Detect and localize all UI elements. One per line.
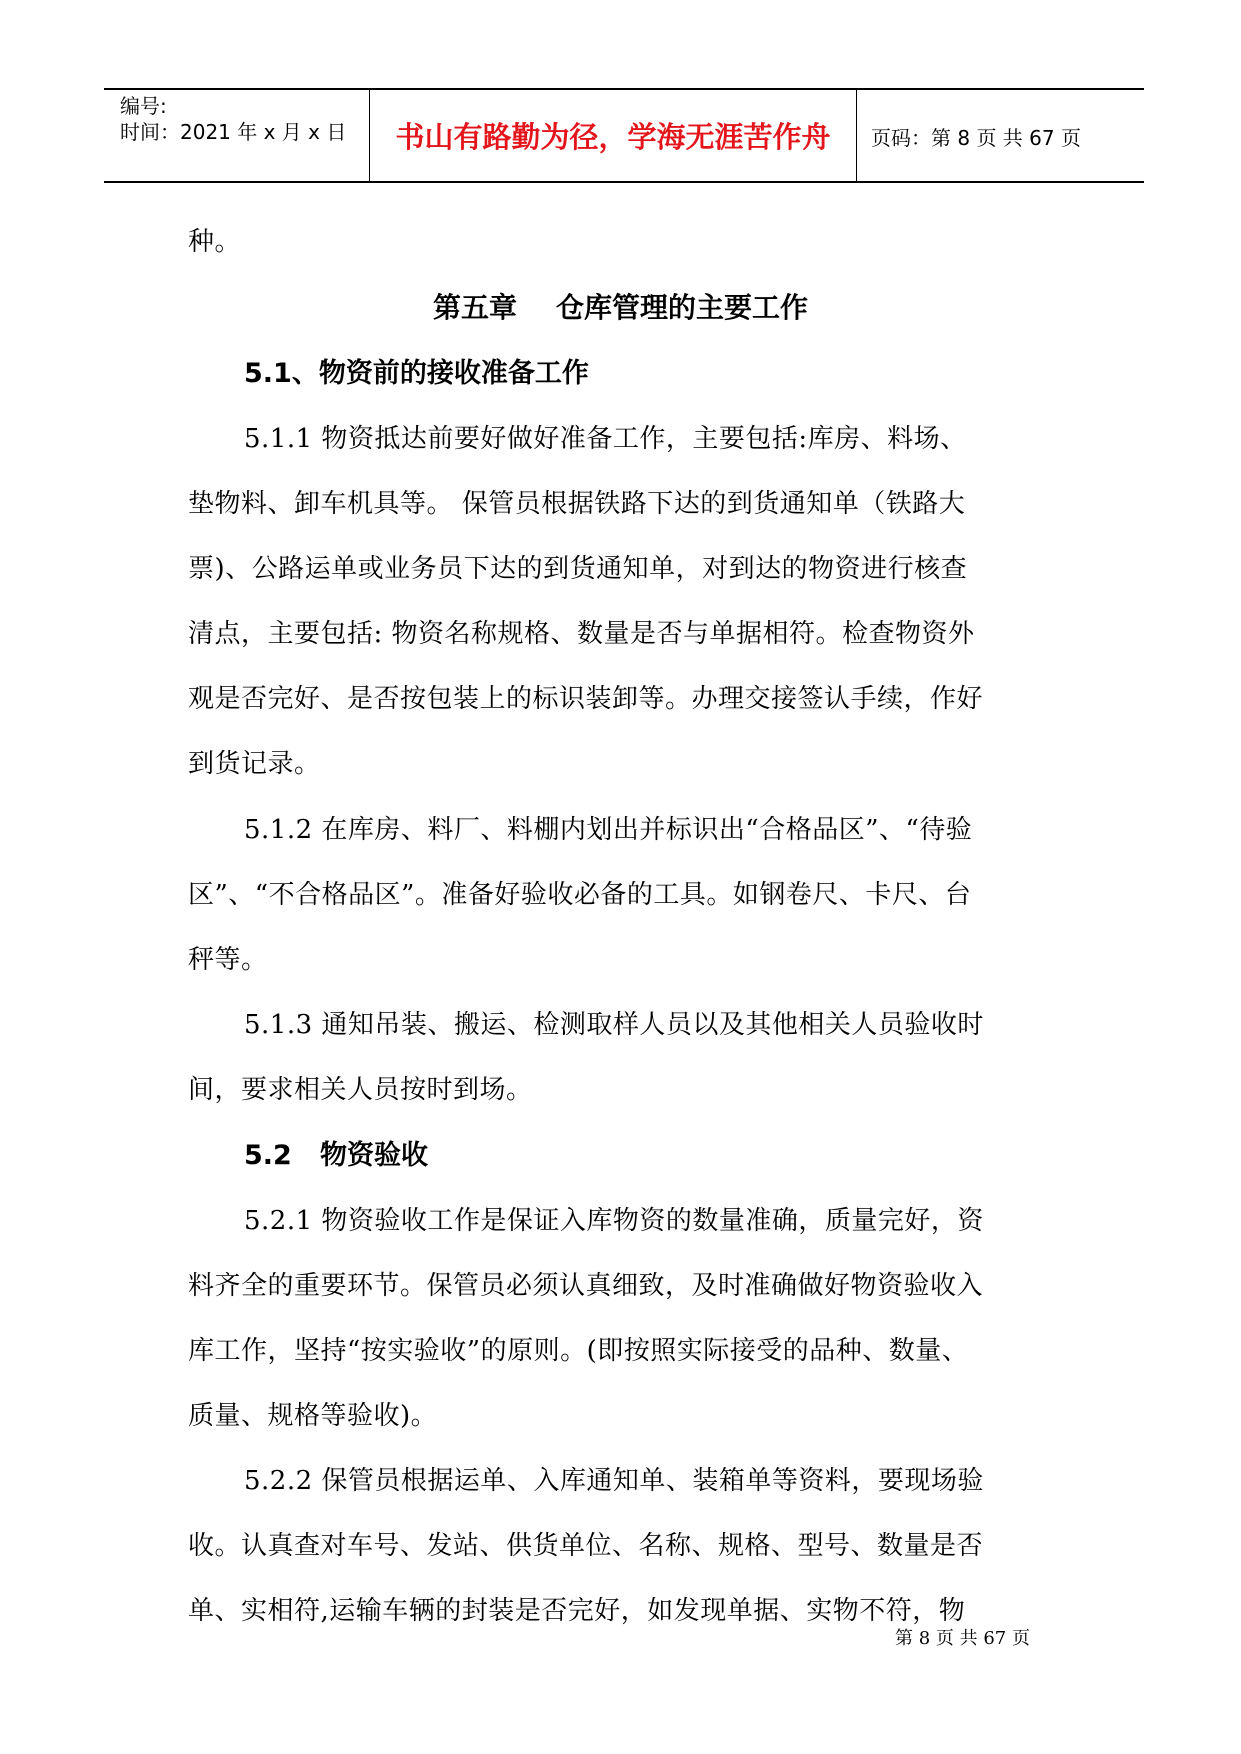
header-meta-cell (104, 90, 369, 181)
paragraph-line: 库工作，坚持“按实验收”的原则。(即按照实际接受的品种、数量、 (188, 1336, 969, 1366)
header-page-info: 页码：第 8 页 共 67 页 (871, 126, 1081, 150)
paragraph-line: 区”、“不合格品区”。准备好验收必备的工具。如钢卷尺、卡尺、台 (188, 880, 972, 910)
paragraph-line: 5.2.1 物资验收工作是保证入库物资的数量准确，质量完好，资 (244, 1206, 984, 1236)
chapter-title: 第五章 仓库管理的主要工作 (433, 291, 808, 324)
page-header (104, 88, 1144, 183)
paragraph-line: 票)、公路运单或业务员下达的到货通知单，对到达的物资进行核查 (188, 554, 968, 584)
paragraph-line: 质量、规格等验收)。 (188, 1401, 438, 1431)
paragraph-line: 到货记录。 (188, 749, 321, 779)
paragraph-line: 5.1.3 通知吊装、搬运、检测取样人员以及其他相关人员验收时 (244, 1010, 984, 1040)
paragraph-line: 清点，主要包括: 物资名称规格、数量是否与单据相符。检查物资外 (188, 619, 975, 649)
paragraph-line: 秤等。 (188, 945, 268, 975)
paragraph-line: 5.1.2 在库房、料厂、料棚内划出并标识出“合格品区”、“待验 (244, 815, 973, 845)
section-heading: 5.1、物资前的接收准备工作 (244, 358, 589, 389)
header-motto-cell (369, 90, 857, 181)
paragraph-line: 料齐全的重要环节。保管员必须认真细致，及时准确做好物资验收入 (188, 1271, 984, 1301)
header-page-cell (857, 90, 1144, 181)
header-motto: 书山有路勤为径，学海无涯苦作舟 (395, 120, 831, 154)
paragraph-line: 观是否完好、是否按包装上的标识装卸等。办理交接签认手续，作好 (188, 684, 984, 714)
paragraph-line: 种。 (188, 227, 242, 257)
document-time-label: 时间：2021 年 x 月 x 日 (120, 120, 347, 144)
page-footer: 第 8 页 共 67 页 (895, 1628, 1030, 1649)
paragraph-line: 间，要求相关人员按时到场。 (188, 1075, 533, 1105)
paragraph-line: 收。认真查对车号、发站、供货单位、名称、规格、型号、数量是否 (188, 1531, 984, 1561)
section-heading: 5.2 物资验收 (244, 1140, 429, 1171)
paragraph-line: 5.1.1 物资抵达前要好做好准备工作，主要包括:库房、料场、 (244, 424, 967, 454)
paragraph-line: 单、实相符,运输车辆的封装是否完好，如发现单据、实物不符，物 (188, 1596, 966, 1626)
paragraph-line: 5.2.2 保管员根据运单、入库通知单、装箱单等资料，要现场验 (244, 1466, 984, 1496)
document-number-label: 编号: (120, 94, 167, 118)
paragraph-line: 垫物料、卸车机具等。 保管员根据铁路下达的到货通知单（铁路大 (188, 489, 966, 519)
